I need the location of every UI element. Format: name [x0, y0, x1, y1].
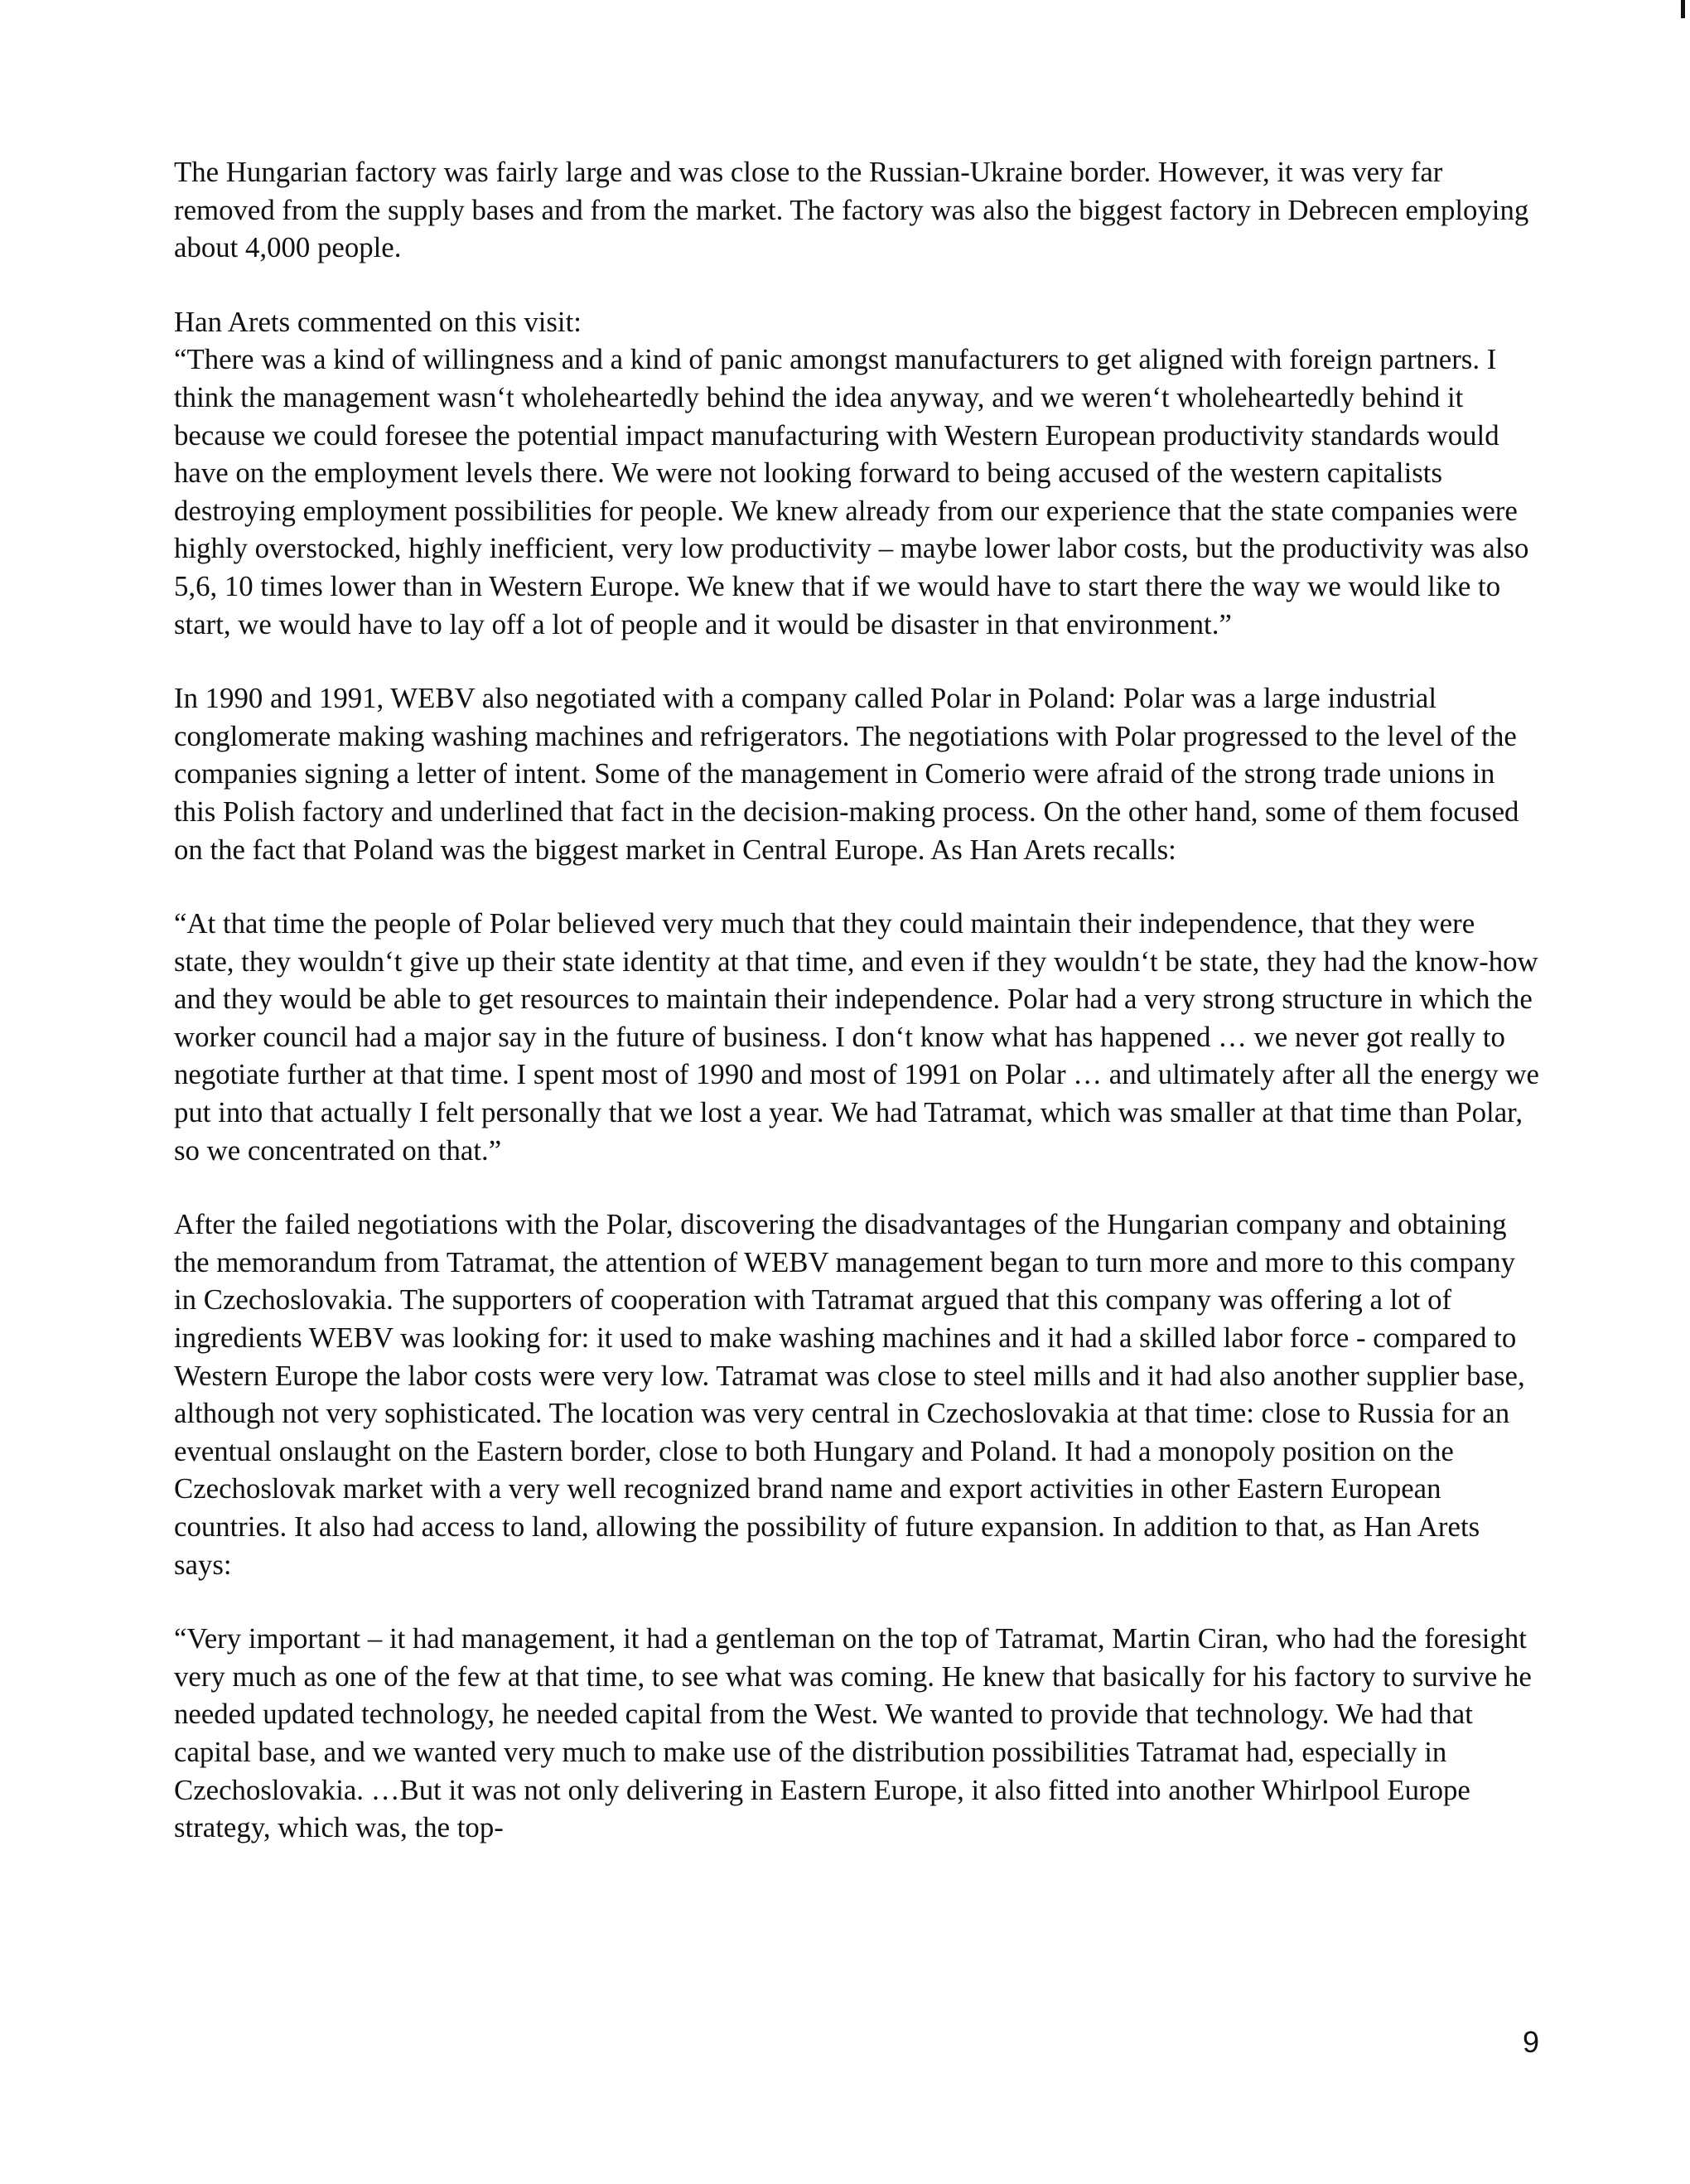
document-body: [174, 153, 1541, 1847]
paragraph-hungarian-factory: The Hungarian factory was fairly large and was close to the Russian-Ukraine border. However, it was very far removed from the supply bases and from the market. The factory was also the biggest factory in Debrecen employing about 4,000 people.: [174, 156, 1529, 264]
scan-edge-mark: [1681, 0, 1685, 18]
quote-hungary-visit: “There was a kind of willingness and a kind of panic amongst manufacturers to get aligned with foreign partners. I think the management wasn‘t wholeheartedly behind the idea anyway, and we weren‘t wholeheartedly behind it because we could foresee the potential impact manufacturing with Western European productivity standards would have on the employment levels there. We were not looking forward to being accused of the western capitalists destroying employment possibilities for people. We knew already from our experience that the state companies were highly overstocked, highly inefficient, very low productivity – maybe lower labor costs, but the productivity was also 5,6, 10 times lower than in Western Europe. We knew that if we would have to start there the way we would like to start, we would have to lay off a lot of people and it would be disaster in that environment.”: [174, 343, 1529, 640]
page-number: 9: [1523, 2025, 1540, 2059]
paragraph-polar-negotiations: In 1990 and 1991, WEBV also negotiated with a company called Polar in Poland: Polar was a large industrial conglomerate making washing machines and refrigerators. The negotiations with Polar progressed to the level of the companies signing a letter of intent. Some of the management in Comerio were afraid of the strong trade unions in this Polish factory and underlined that fact in the decision-making process. On the other hand, some of them focused on the fact that Poland was the biggest market in Central Europe. As Han Arets recalls:: [174, 682, 1519, 866]
paragraph-arets-comment-intro: Han Arets commented on this visit:: [174, 305, 582, 338]
quote-polar-independence: “At that time the people of Polar believed very much that they could maintain their independence, that they were state, they wouldn‘t give up their state identity at that time, and even if they wouldn‘t be state, they had the know-how and they would be able to get resources to maintain their independence. Polar had a very strong structure in which the worker council had a major say in the future of business. I don‘t know what has happened … we never got really to negotiate further at that time. I spent most of 1990 and most of 1991 on Polar … and ultimately after all the energy we put into that actually I felt personally that we lost a year. We had Tatramat, which was smaller at that time than Polar, so we concentrated on that.”: [174, 907, 1539, 1167]
paragraph-tatramat-attention: After the failed negotiations with the Polar, discovering the disadvantages of the Hungarian company and obtaining the memorandum from Tatramat, the attention of WEBV management began to turn more and more to this company in Czechoslovakia. The supporters of cooperation with Tatramat argued that this company was offering a lot of ingredients WEBV was looking for: it used to make washing machines and it had a skilled labor force - compared to Western Europe the labor costs were very low. Tatramat was close to steel mills and it had also another supplier base, although not very sophisticated. The location was very central in Czechoslovakia at that time: close to Russia for an eventual onslaught on the Eastern border, close to both Hungary and Poland. It had a monopoly position on the Czechoslovak market with a very well recognized brand name and export activities in other Eastern European countries. It also had access to land, allowing the possibility of future expansion. In addition to that, as Han Arets says:: [174, 1208, 1525, 1581]
quote-tatramat-management: “Very important – it had management, it had a gentleman on the top of Tatramat, Martin Ciran, who had the foresight very much as one of the few at that time, to see what was coming. He knew that basically for his factory to survive he needed updated technology, he needed capital from the West. We wanted to provide that technology. We had that capital base, and we wanted very much to make use of the distribution possibilities Tatramat had, especially in Czechoslovakia. …But it was not only delivering in Eastern Europe, it also fitted into another Whirlpool Europe strategy, which was, the top-: [174, 1622, 1532, 1844]
